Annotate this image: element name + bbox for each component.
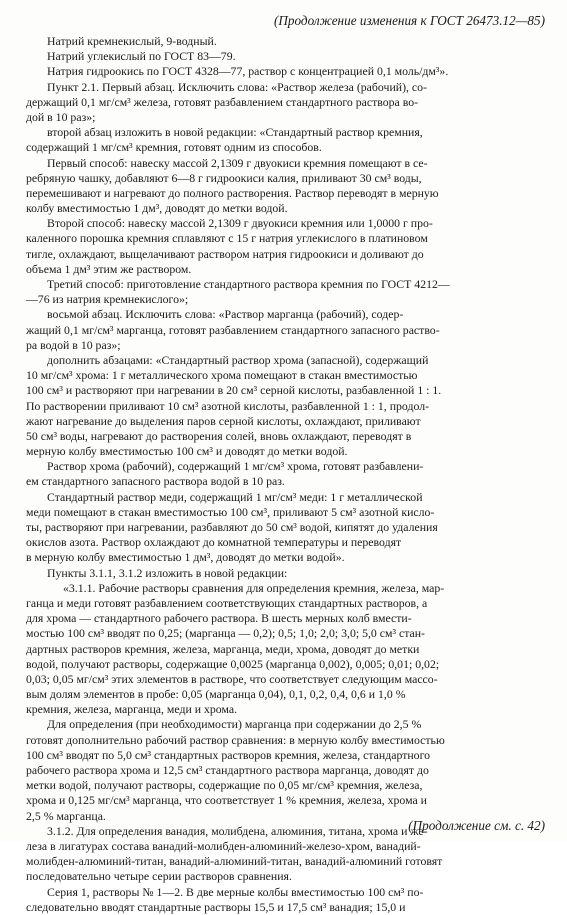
text-line: ты, растворяют при нагревании, разбавляют до 50 см³ водой, кипятят до удаления [26,520,438,534]
text-line: дартных растворов кремния, железа, марганца, меди, хрома, доводят до метки [26,641,420,656]
text-line: перемешивают и нагревают до полного растворения. Раствор переводят в мерную [26,185,439,200]
text-line: Первый способ: навеску массой 2,1309 г двуокиси кремния помещают в се- [47,155,428,170]
text-line: Натрия гидроокись по ГОСТ 4328—77, раствор с концентрацией 0,1 моль/дм³». [47,64,449,79]
text-line: 10 мг/см³ хрома: 1 г металлического хрома помещают в стакан вместимостью [26,368,418,383]
text-line: —76 из натрия кремнекислого»; [26,292,189,307]
text-line: жащий 0,1 мг/см³ марганца, готовят разбавлением стандартного запасного раство- [26,322,440,337]
text-line: Серия 1, растворы № 1—2. В две мерные колбы вместимостью 100 см³ по- [47,884,424,899]
text-line: леза в лигатурах состава ванадий-молибден-алюминий-железо-хром, ванадий- [26,838,421,853]
text-line: тигле, охлаждают, выщелачивают раствором натрия гидроокиси и доливают до [26,246,424,261]
text-line: Третий способ: приготовление стандартного раствора кремния по ГОСТ 4212— [47,277,450,291]
continuation-footer: (Продолжение см. с. 42) [408,818,545,833]
text-line: «3.1.1. Рабочие растворы сравнения для определения кремния, железа, мар- [63,580,445,595]
text-line: Пункты 3.1.1, 3.1.2 изложить в новой редакции: [47,565,288,580]
text-line: Второй способ: навеску массой 2,1309 г двуокиси кремния или 1,0000 г про- [47,216,433,231]
text-line: Раствор хрома (рабочий), содержащий 1 мг/см³ хрома, готовят разбавлени- [47,459,424,474]
text-line: 100 см³ вводят по 5,0 см³ стандартных растворов кремния, железа, стандартного [26,747,431,762]
text-line: 50 см³ воды, нагревают до растворения солей, вновь охлаждают, переводят в [26,428,412,443]
text-line: восьмой абзац. Исключить слова: «Раствор марганца (рабочий), содер- [47,307,404,322]
text-line: дополнить абзацами: «Стандартный раствор хрома (запасной), содержащий [47,352,429,367]
text-line: мостью 100 см³ вводят по 0,25; (марганца — 0,2); 0,5; 1,0; 2,0; 3,0; 5,0 см³ стан- [26,626,425,641]
text-line: ребряную чашку, добавляют 6—8 г гидроокиси калия, приливают 30 см³ воды, [26,170,422,185]
text-line: молибден-алюминий-титан, ванадий-алюминий-титан, ванадий-алюминий готовят [26,854,443,869]
text-line: ганца и меди готовят разбавлением соответствующих стандартных растворов, а [26,595,428,610]
text-line: Стандартный раствор меди, содержащий 1 мг/см³ меди: 1 г металлической [47,489,423,504]
text-line: рабочего раствора хрома и 12,5 см³ стандартного раствора марганца, доводят до [26,763,429,777]
text-line: Натрий углекислый по ГОСТ 83—79. [47,49,236,64]
text-line: дой в 10 раз»; [26,109,96,124]
text-line: кремния, железа, марганца, меди и хрома. [26,702,238,717]
text-line: меди помещают в стакан вместимостью 100 см³, приливают 5 см³ азотной кисло- [26,504,435,519]
text-line: ра водой в 10 раз»; [26,337,121,352]
text-line: вым долям элементов в пробе: 0,05 (марганца 0,04), 0,1, 0,2, 0,4, 0,6 и 1,0 % [26,687,406,702]
text-line: последовательно четыре серии растворов сравнения. [26,869,292,884]
text-line: жают нагревание до выделения паров серной кислоты, охлаждают, приливают [26,413,421,428]
text-line: ем стандартного запасного раствора водой в 10 раз. [26,474,285,489]
text-line: хрома и 0,125 мг/см³ марганца, что соответствует 1 % кремния, железа, хрома и [26,793,427,808]
text-line: 2,5 % марганца. [26,808,106,823]
text-line: второй абзац изложить в новой редакции: «Стандартный раствор кремния, [47,125,423,140]
text-line: Натрий кремнекислый, 9-водный. [47,34,217,48]
running-header: (Продолжение изменения к ГОСТ 26473.12—85) [274,13,545,28]
text-line: По растворении приливают 10 см³ азотной кислоты, разбавленной 1 : 1, продол- [26,398,430,413]
text-line: 3.1.2. Для определения ванадия, молибдена, алюминия, титана, хрома и же- [47,823,428,838]
text-line: каленного порошка кремния сплавляют с 15 г натрия углекислого в платиновом [26,231,428,246]
text-line: готовят дополнительно рабочий раствор сравнения: в мерную колбу вместимостью [26,732,445,747]
text-line: метки водой, получают растворы, содержащие по 0,05 мг/см³ кремния, железа, [26,778,423,793]
text-line: водой, получают растворы, содержащие 0,0025 (марганца 0,002), 0,005; 0,01; 0,02; [26,656,440,671]
body-text [26,34,547,915]
text-line: содержащий 1 мг/см³ кремния, готовят одним из способов. [26,140,322,155]
text-line: окислов азота. Раствор охлаждают до комнатной температуры и переводят [26,535,402,550]
text-line: 100 см³ и растворяют при нагревании в 20 см³ серной кислоты, разбавленной 1 : 1. [26,383,442,398]
text-line: следовательно вводят стандартные растворы 15,5 и 17,5 см³ ванадия; 15,0 и [26,899,406,914]
text-line: 0,03; 0,05 мг/см³ этих элементов в растворе, что соответствует следующим массо- [26,671,438,686]
text-line: Пункт 2.1. Первый абзац. Исключить слова: «Раствор железа (рабочий), со- [47,79,427,94]
text-line: в мерную колбу вместимостью 1 дм³, доводят до метки водой». [26,550,345,565]
text-line: объема 1 дм³ этим же раствором. [26,261,192,276]
text-line: мерную колбу вместимостью 100 см³ и доводят до метки водой. [26,444,348,459]
text-line: держащий 0,1 мг/см³ железа, готовят разбавлением стандартного раствора во- [26,94,419,109]
text-line: колбу вместимостью 1 дм³, доводят до метки водой. [26,201,288,216]
text-line: для хрома — стандартного рабочего раствора. В шесть мерных колб вмести- [26,611,412,626]
text-line: Для определения (при необходимости) марганца при содержании до 2,5 % [47,717,422,732]
